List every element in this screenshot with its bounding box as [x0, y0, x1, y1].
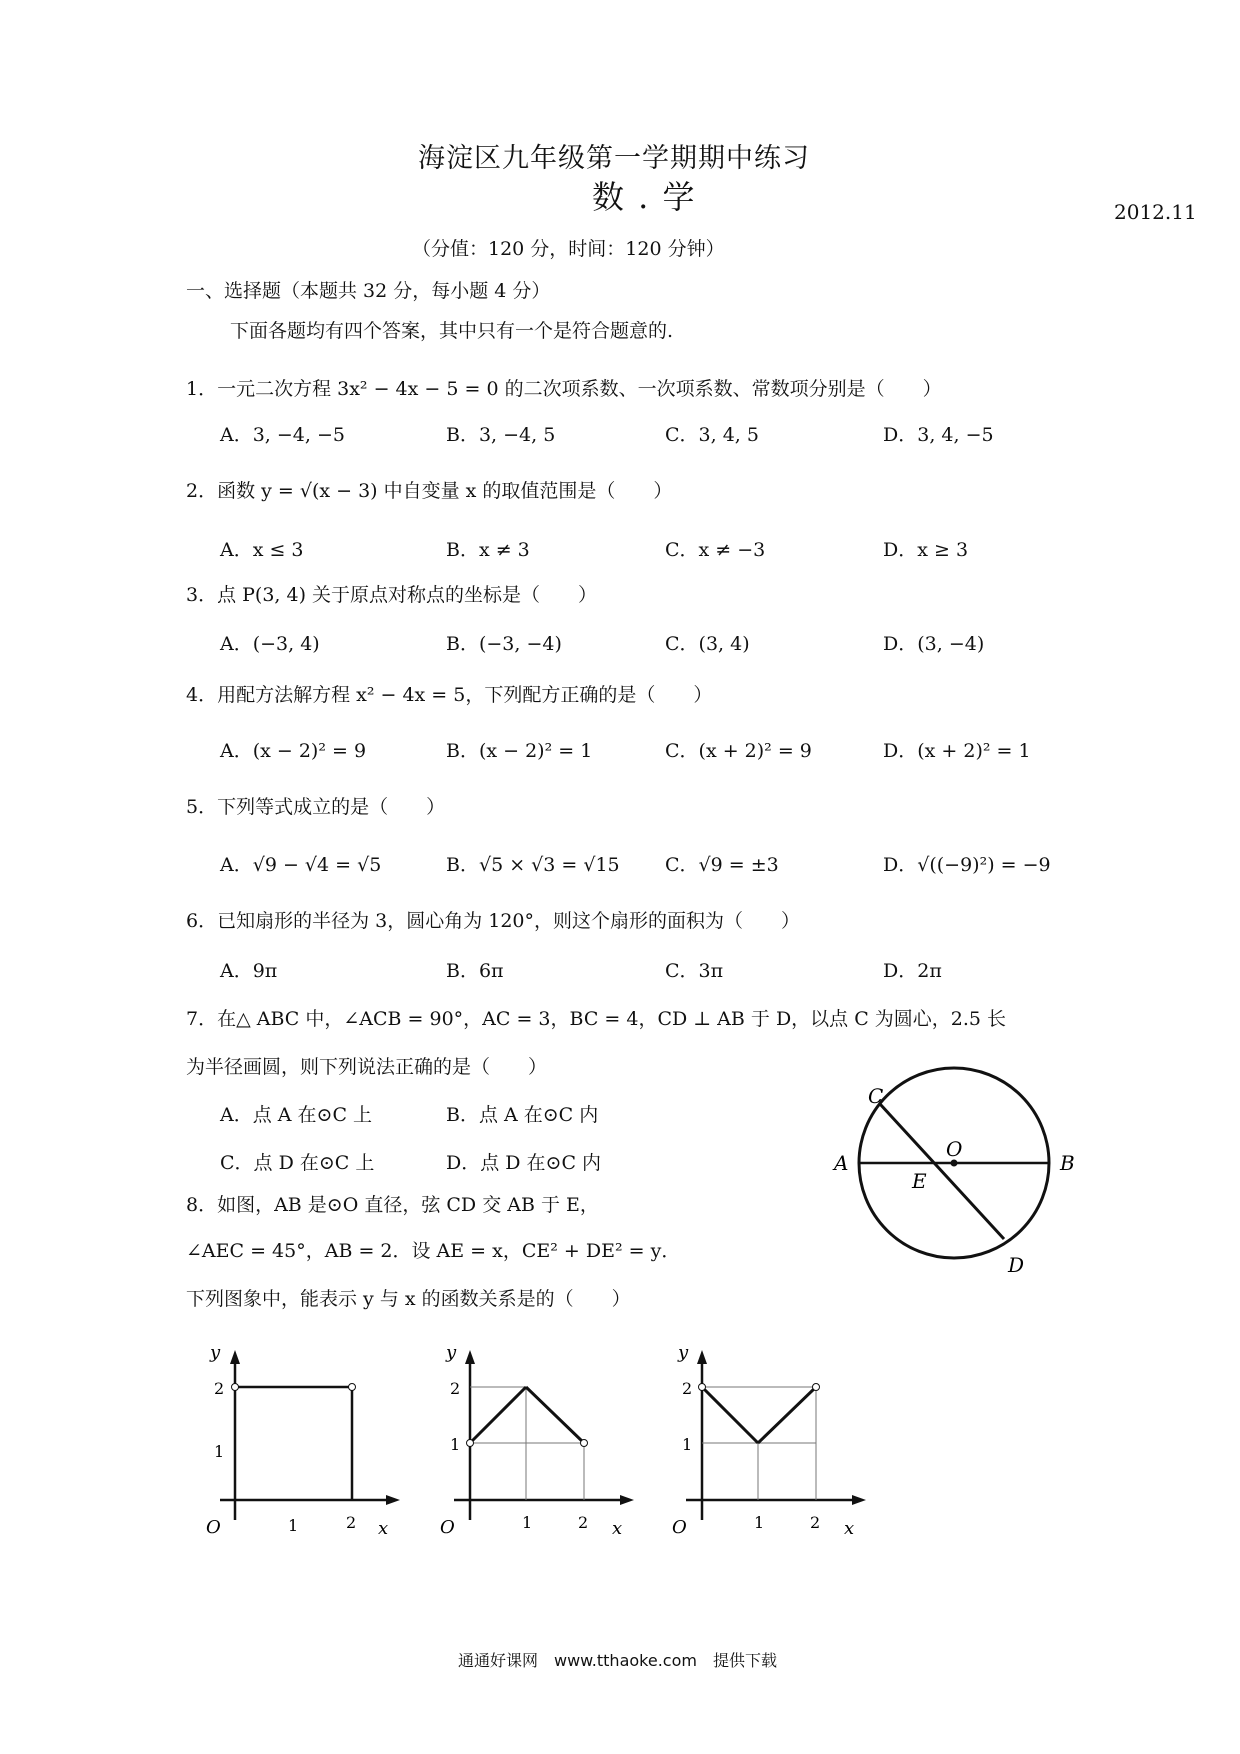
x-axis-label: x [844, 1518, 855, 1539]
open-point [349, 1384, 356, 1391]
question-4-option-b: B．(x − 2)² = 1 [446, 740, 593, 762]
page-title: 海淀区九年级第一学期期中练习 [418, 143, 810, 174]
graph-line-rising [758, 1387, 816, 1443]
tick-label: 1 [522, 1513, 533, 1532]
open-point [699, 1384, 706, 1391]
section-instruction: 下面各题均有四个答案，其中只有一个是符合题意的. [230, 320, 674, 342]
tick-label: 2 [214, 1379, 225, 1398]
question-3-option-c: C．(3, 4) [665, 633, 750, 655]
label-a: A [834, 1151, 849, 1175]
y-axis-label: y [678, 1342, 689, 1363]
tick-label: 2 [810, 1513, 821, 1532]
question-7-option-c: C．点 D 在⊙C 上 [220, 1152, 375, 1174]
question-4-option-d: D．(x + 2)² = 1 [883, 740, 1031, 762]
question-7-option-d: D．点 D 在⊙C 内 [446, 1152, 602, 1174]
chord-cd [880, 1104, 1004, 1239]
y-axis-arrow [465, 1350, 475, 1364]
origin-label: O [206, 1517, 221, 1538]
question-1-option-d: D．3, 4, −5 [883, 424, 994, 446]
question-1-stem: 1．一元二次方程 3x² − 4x − 5 = 0 的二次项系数、一次项系数、常数项分别是（ ） [186, 378, 942, 400]
exam-date: 2012.11 [1114, 200, 1197, 224]
x-axis-arrow [852, 1495, 866, 1505]
label-c: C [868, 1084, 884, 1108]
question-4-option-a: A．(x − 2)² = 9 [220, 740, 367, 762]
tick-label: 2 [450, 1379, 461, 1398]
question-4-stem: 4．用配方法解方程 x² − 4x = 5，下列配方正确的是（ ） [186, 684, 713, 706]
question-5-option-d: D．√((−9)²) = −9 [883, 854, 1051, 876]
subject-title: 数 . 学 [592, 178, 697, 216]
footer-credit: 通通好课网 www.tthaoke.com 提供下载 [458, 1651, 777, 1670]
graph-option-a [190, 1330, 410, 1560]
origin-label: O [672, 1517, 687, 1538]
question-7-stem: 7．在△ ABC 中，∠ACB = 90°，AC = 3，BC = 4，CD ⊥ AB 于 D，以点 C 为圆心，2.5 长 [186, 1008, 1007, 1030]
question-5-option-a: A．√9 − √4 = √5 [220, 854, 382, 876]
open-point [813, 1384, 820, 1391]
tick-label: 2 [346, 1513, 357, 1532]
tick-label: 1 [754, 1513, 765, 1532]
graph-option-c [656, 1330, 876, 1560]
question-4-option-c: C．(x + 2)² = 9 [665, 740, 812, 762]
question-2-stem: 2．函数 y = √(x − 3) 中自变量 x 的取值范围是（ ） [186, 480, 673, 502]
circle-figure [820, 1060, 1090, 1290]
question-2-option-a: A．x ≤ 3 [220, 539, 304, 561]
question-3-option-d: D．(3, −4) [883, 633, 985, 655]
question-6-option-a: A．9π [220, 960, 278, 982]
y-axis-label: y [446, 1342, 457, 1363]
graph-line-falling [526, 1387, 584, 1443]
open-point [232, 1384, 239, 1391]
question-5-option-b: B．√5 × √3 = √15 [446, 854, 620, 876]
question-3-option-a: A．(−3, 4) [220, 633, 320, 655]
question-3-option-b: B．(−3, −4) [446, 633, 562, 655]
origin-label: O [440, 1517, 455, 1538]
question-6-option-c: C．3π [665, 960, 724, 982]
tick-label: 1 [288, 1516, 299, 1535]
tick-label: 2 [578, 1513, 589, 1532]
question-6-option-d: D．2π [883, 960, 942, 982]
question-1-option-c: C．3, 4, 5 [665, 424, 759, 446]
question-7-option-b: B．点 A 在⊙C 内 [446, 1104, 599, 1126]
exam-info: （分值：120 分，时间：120 分钟） [412, 238, 725, 260]
question-3-stem: 3．点 P(3, 4) 关于原点对称点的坐标是（ ） [186, 584, 598, 606]
y-axis-label: y [210, 1342, 221, 1363]
x-axis-label: x [378, 1518, 389, 1539]
section-heading: 一、选择题（本题共 32 分，每小题 4 分） [186, 280, 551, 302]
graph-option-b [424, 1330, 644, 1560]
question-6-option-b: B．6π [446, 960, 504, 982]
question-5-option-c: C．√9 = ±3 [665, 854, 779, 876]
question-1-option-a: A．3, −4, −5 [220, 424, 345, 446]
question-2-option-c: C．x ≠ −3 [665, 539, 766, 561]
label-d: D [1008, 1253, 1025, 1277]
label-o: O [946, 1137, 963, 1161]
x-axis-arrow [386, 1495, 400, 1505]
y-axis-arrow [230, 1350, 240, 1364]
question-5-stem: 5．下列等式成立的是（ ） [186, 796, 446, 818]
graph-line-falling [702, 1387, 758, 1443]
question-8-stem: 8．如图，AB 是⊙O 直径，弦 CD 交 AB 于 E， [186, 1194, 599, 1216]
question-2-option-b: B．x ≠ 3 [446, 539, 530, 561]
question-1-option-b: B．3, −4, 5 [446, 424, 556, 446]
tick-label: 1 [214, 1442, 225, 1461]
open-point [467, 1440, 474, 1447]
question-7-stem-continued: 为半径画圆，则下列说法正确的是（ ） [186, 1056, 548, 1078]
tick-label: 1 [682, 1435, 693, 1454]
tick-label: 2 [682, 1379, 693, 1398]
question-2-option-d: D．x ≥ 3 [883, 539, 969, 561]
tick-label: 1 [450, 1435, 461, 1454]
y-axis-arrow [697, 1350, 707, 1364]
label-b: B [1060, 1151, 1075, 1175]
label-e: E [912, 1169, 927, 1193]
open-point [581, 1440, 588, 1447]
question-7-option-a: A．点 A 在⊙C 上 [220, 1104, 373, 1126]
x-axis-arrow [620, 1495, 634, 1505]
graph-line-rising [470, 1387, 526, 1443]
question-8-stem-continued: ∠AEC = 45°，AB = 2．设 AE = x，CE² + DE² = y． [186, 1240, 681, 1262]
question-8-stem-prompt: 下列图象中，能表示 y 与 x 的函数关系是的（ ） [186, 1288, 631, 1310]
question-6-stem: 6．已知扇形的半径为 3，圆心角为 120°，则这个扇形的面积为（ ） [186, 910, 801, 932]
x-axis-label: x [612, 1518, 623, 1539]
